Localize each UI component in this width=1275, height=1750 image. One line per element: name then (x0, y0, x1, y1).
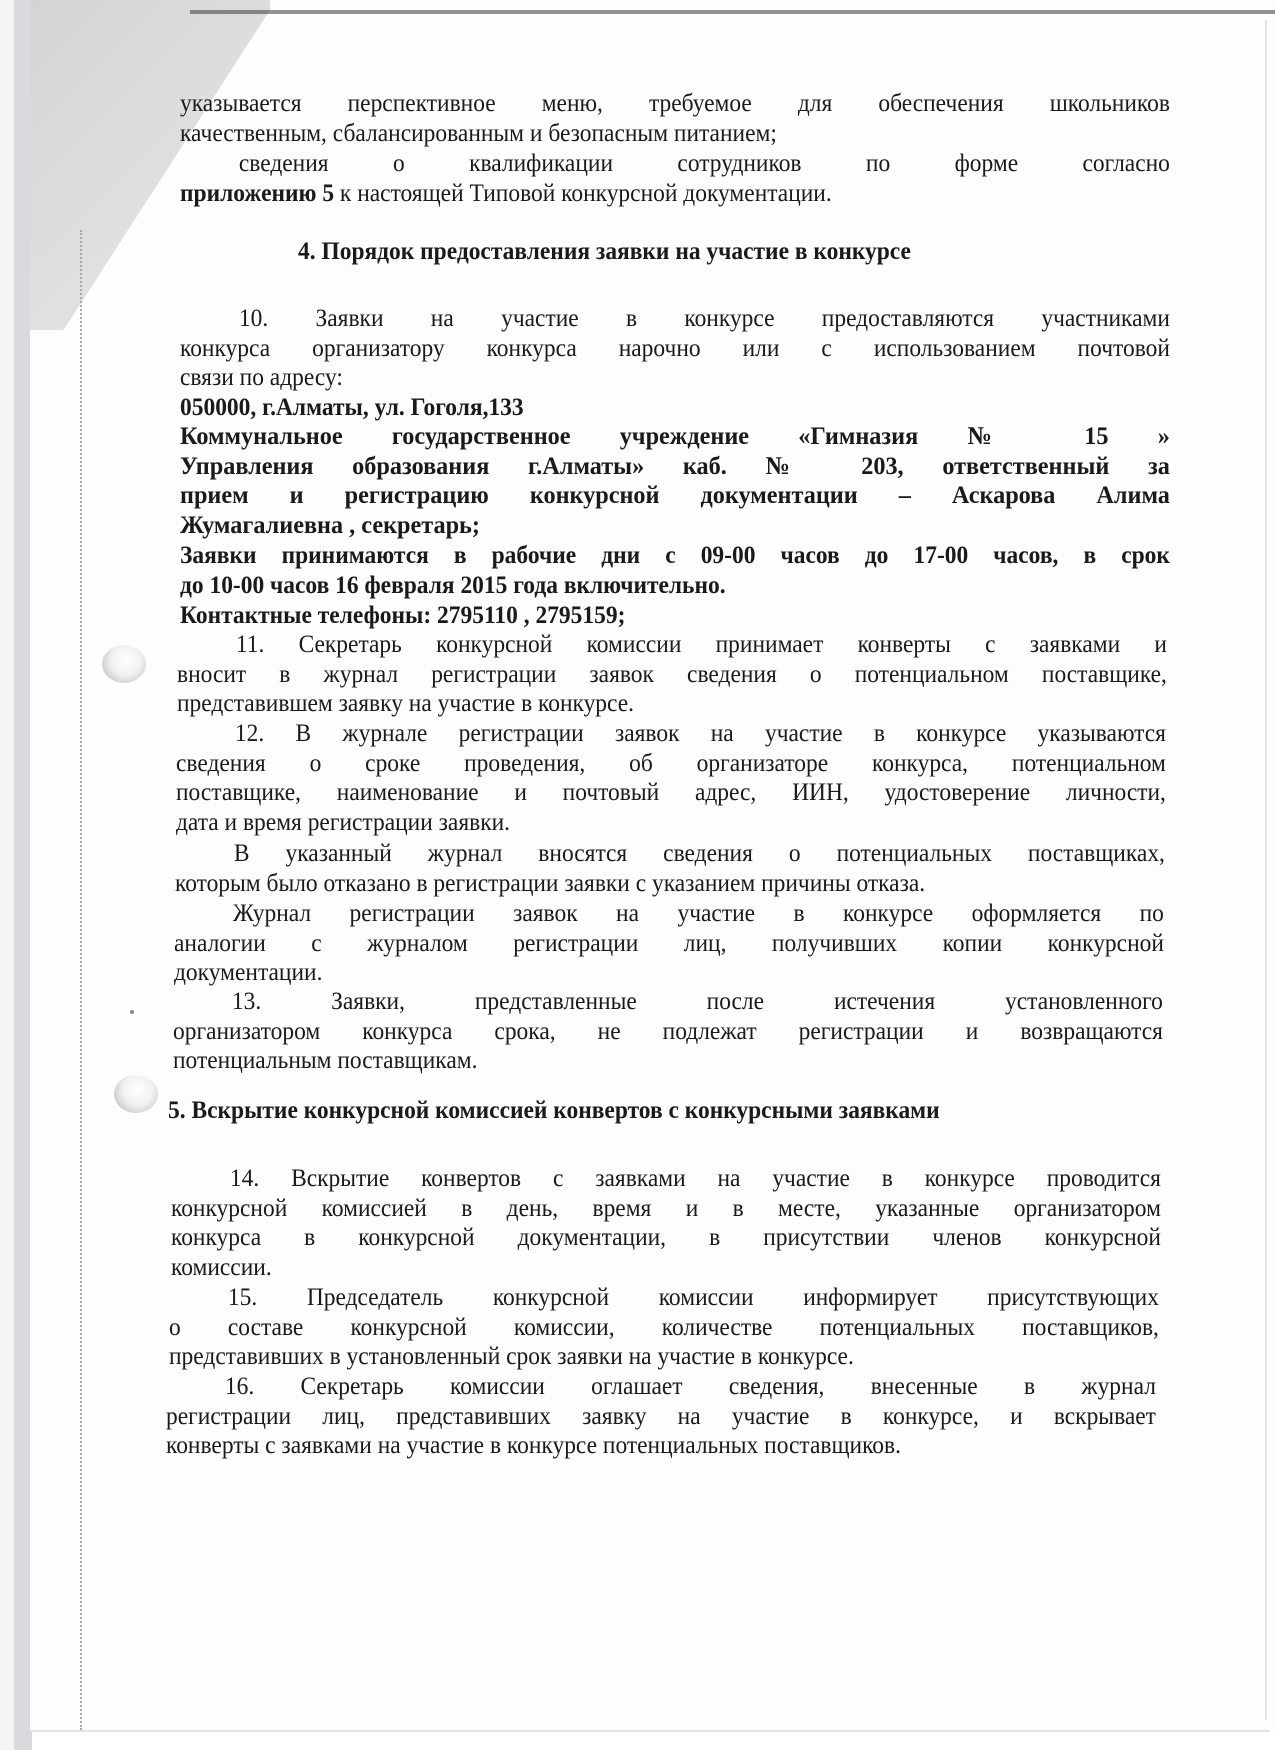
text-line: вносит в журнал регистрации заявок сведения о потенциальном поставщике, (177, 658, 1167, 688)
text-line: потенциальным поставщикам. (173, 1045, 478, 1074)
scanner-bed-edge (0, 0, 14, 1750)
text-line: представивших в установленный срок заявки на участие в конкурсе. (169, 1341, 854, 1370)
section-4-heading: 4. Порядок предоставления заявки на участие в конкурсе (298, 236, 911, 265)
text-line: сведения о квалификации сотрудников по форме согласно (238, 148, 1170, 177)
text-line: Журнал регистрации заявок на участие в конкурсе оформляется по (232, 898, 1164, 927)
text-line: Заявки принимаются в рабочие дни с 09-00 часов до 17-00 часов, в срок (180, 540, 1170, 569)
section-5-heading: 5. Вскрытие конкурсной комиссией конвертов с конкурсными заявками (168, 1095, 940, 1124)
text-line: документации. (174, 957, 323, 986)
text-line: Управления образования г.Алматы» каб. № 203, ответственный за (180, 450, 1170, 480)
text-line: комиссии. (171, 1251, 272, 1281)
text-line: до 10-00 часов 16 февраля 2015 года включительно. (180, 569, 726, 599)
organization-block (180, 421, 1170, 539)
text-line: которым было отказано в регистрации заявки с указанием причины отказа. (175, 867, 926, 897)
text-line: конкурсной комиссией в день, время и в месте, указанные организатором (171, 1192, 1161, 1222)
paragraph-12-journal (174, 898, 1164, 987)
intro-qualification-paragraph (180, 148, 1170, 207)
text-line: 16. Секретарь комиссии оглашает сведения, внесенные в журнал (224, 1371, 1156, 1400)
text-line: 13. Заявки, представленные после истечения установленного (231, 986, 1163, 1015)
punch-hole (114, 1075, 158, 1113)
text-line: представившем заявку на участие в конкурсе. (177, 688, 635, 717)
page-bottom-edge (30, 1730, 1270, 1732)
text-line: 050000, г.Алматы, ул. Гоголя,133 (180, 392, 524, 421)
text-line: 10. Заявки на участие в конкурсе предоставляются участниками (238, 303, 1170, 332)
page-top-edge (190, 10, 1275, 14)
paragraph-13 (173, 986, 1163, 1075)
text-line: В указанный журнал вносятся сведения о потенциальных поставщиках, (233, 838, 1165, 867)
text-line: приложению 5 к настоящей Типовой конкурсной документации. (180, 177, 832, 207)
paragraph-15 (169, 1282, 1159, 1371)
punch-hole (102, 645, 146, 683)
paragraph-11 (177, 629, 1167, 718)
intro-paragraph (180, 88, 1170, 147)
text-line: конверты с заявками на участие в конкурсе потенциальных поставщиков. (166, 1430, 901, 1459)
text-line: конкурса в конкурсной документации, в присутствии членов конкурсной (171, 1222, 1161, 1251)
text-line: Контактные телефоны: 2795110 , 2795159; (180, 600, 626, 629)
perforation-line (80, 230, 82, 1730)
reception-hours (180, 540, 1170, 599)
appendix-reference: приложению 5 (180, 177, 335, 207)
text-line: связи по адресу: (180, 362, 343, 391)
page-right-edge (1265, 20, 1267, 1720)
text-line: дата и время регистрации заявки. (176, 806, 511, 836)
paragraph-12 (176, 718, 1166, 836)
text-line: регистрации лиц, представивших заявку на участие в конкурсе, и вскрывает (166, 1400, 1156, 1430)
text-line: организатором конкурса срока, не подлежат регистрации и возвращаются (173, 1015, 1163, 1045)
paragraph-10 (180, 303, 1170, 392)
paragraph-16 (166, 1371, 1156, 1460)
text-line: Коммунальное государственное учреждение «Гимназия № 15 » (180, 421, 1170, 450)
contact-phones (180, 600, 1170, 630)
text-line: 11. Секретарь конкурсной комиссии принимает конверты с заявками и (235, 629, 1167, 658)
paragraph-12-rejected (175, 838, 1165, 897)
text-line: сведения о сроке проведения, об организаторе конкурса, потенциальном (176, 747, 1166, 777)
text-line: прием и регистрацию конкурсной документации – Аскарова Алима (180, 480, 1170, 509)
text-line: указывается перспективное меню, требуемое для обеспечения школьников (180, 88, 1170, 117)
text-line: качественным, сбалансированным и безопасным питанием; (180, 117, 777, 147)
dust-speck (130, 1010, 134, 1014)
text-line: Жумагалиевна , секретарь; (180, 509, 480, 539)
text-line: 14. Вскрытие конвертов с заявками на участие в конкурсе проводится (229, 1163, 1161, 1192)
text-line: 12. В журнале регистрации заявок на участие в конкурсе указываются (234, 718, 1166, 747)
address (180, 392, 1170, 422)
text-line: аналогии с журналом регистрации лиц, получивших копии конкурсной (174, 927, 1164, 957)
paragraph-14 (171, 1163, 1161, 1281)
text-line: поставщике, наименование и почтовый адрес, ИИН, удостоверение личности, (176, 777, 1166, 806)
text-line: о составе конкурсной комиссии, количестве потенциальных поставщиков, (169, 1311, 1159, 1341)
text-line: конкурса организатору конкурса нарочно или с использованием почтовой (180, 332, 1170, 362)
text-line: 15. Председатель конкурсной комиссии информирует присутствующих (227, 1282, 1159, 1311)
